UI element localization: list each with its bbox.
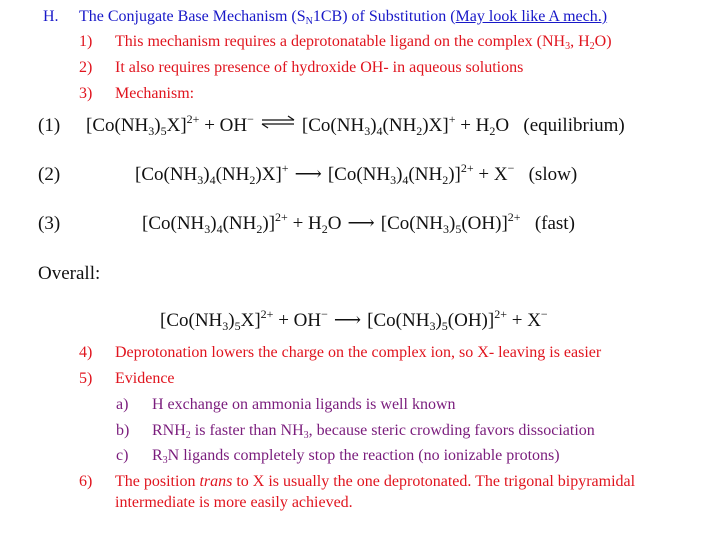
equation-2: $[Co(NH_3)_4(NH_2)X]^+$ ⟶ $[Co(NH_3)_4(NH_2)]^{2+} + X^-$ (slow) <box>135 161 578 187</box>
arrow-icon: ⟶ <box>294 164 322 185</box>
list-item-6-continuation: intermediate is more easily achieved. <box>115 494 353 511</box>
list-item-1: 1) This mechanism requires a deprotonatable ligand on the complex ($NH_3$, $H_2O$) <box>79 33 612 52</box>
overall-label: Overall: <box>38 263 101 284</box>
may-look-like-a-mech-link[interactable]: May look like A mech.) <box>455 8 608 25</box>
arrow-icon: ⟶ <box>333 310 362 331</box>
list-item-5: 5) Evidence <box>79 370 175 387</box>
arrow-icon: ⟶ <box>347 213 375 234</box>
equilibrium-arrow-icon <box>260 115 296 129</box>
list-item-2: 2) It also requires presence of hydroxide OH- in aqueous solutions <box>79 59 524 76</box>
list-item-3: 3) Mechanism: <box>79 85 195 102</box>
overall-equation: $[Co(NH_3)_5X]^{2+} + OH^-$ ⟶ $[Co(NH_3)_5(OH)]^{2+} + X^-$ <box>160 307 548 333</box>
list-item-6: 6) The position trans to X is usually the one deprotonated. The trigonal bipyramidal <box>79 473 636 490</box>
evidence-item-a: a) H exchange on ammonia ligands is well known <box>116 396 456 413</box>
equation-2-number: (2) <box>38 164 61 185</box>
evidence-item-c: c) $R_3N$ ligands completely stop the reaction (no ionizable protons) <box>116 447 560 466</box>
section-heading: H. The Conjugate Base Mechanism $(S_N1CB)$ of Substitution (May look like A mech.) <box>43 8 608 27</box>
equation-3: $[Co(NH_3)_4(NH_2)]^{2+} + H_2O$ ⟶ $[Co(NH_3)_5(OH)]^{2+}$ (fast) <box>142 210 575 236</box>
section-marker: H. <box>43 8 59 25</box>
equation-3-number: (3) <box>38 213 61 234</box>
evidence-item-b: b) $RNH_2$ is faster than $NH_3$, because steric crowding favors dissociation <box>116 422 595 441</box>
list-item-4: 4) Deprotonation lowers the charge on the complex ion, so X- leaving is easier <box>79 344 602 361</box>
equation-1: $[Co(NH_3)_5X]^{2+} + OH^-$ $[Co(NH_3)_4(NH_2)X]^+ + H_2O$ (equilibrium) <box>86 112 625 138</box>
equation-1-number: (1) <box>38 115 61 136</box>
